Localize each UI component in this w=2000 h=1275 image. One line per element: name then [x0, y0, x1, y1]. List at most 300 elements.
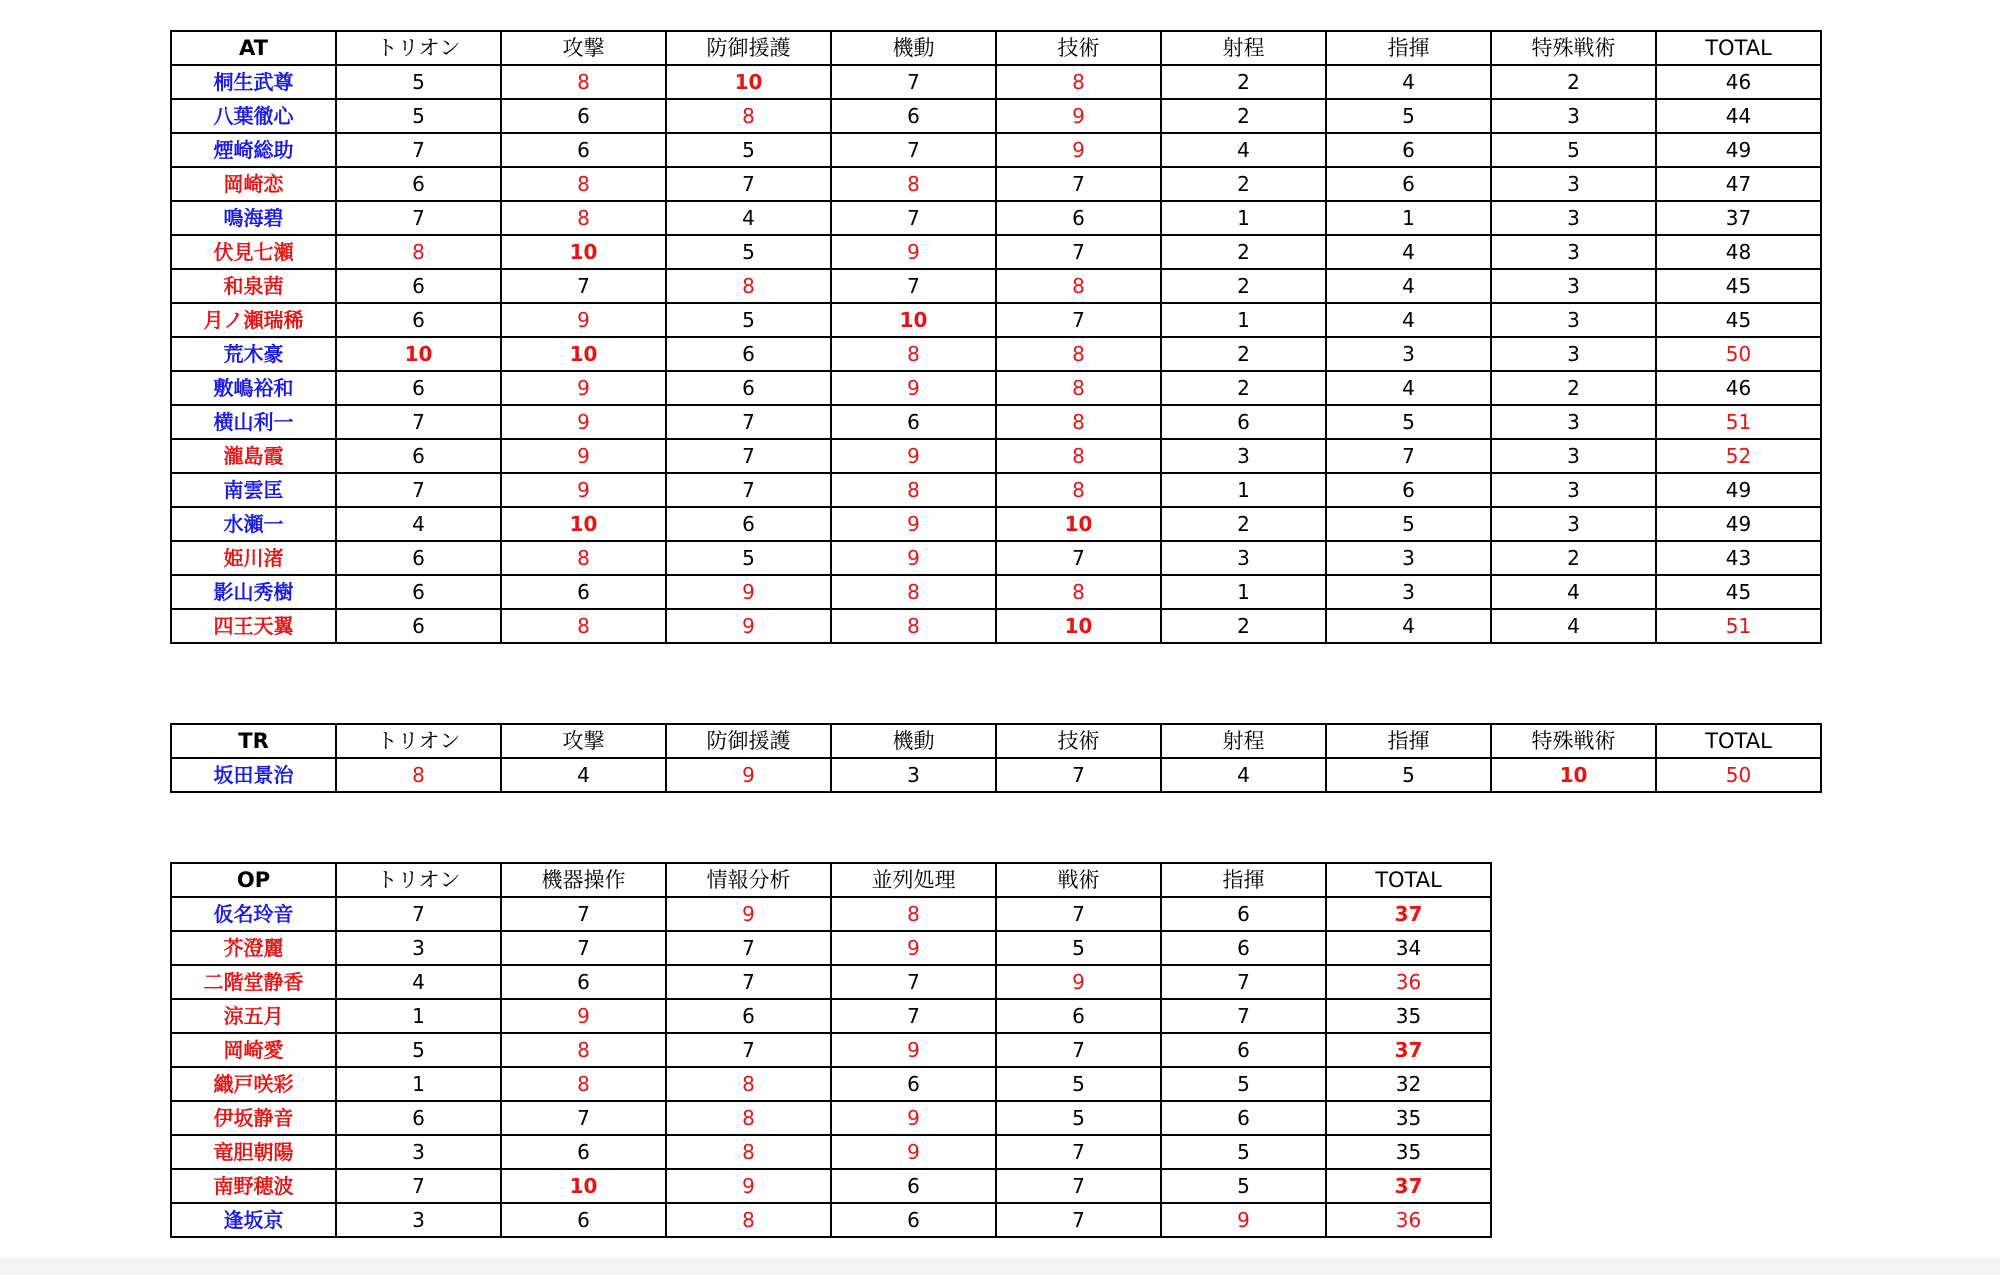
total-cell: 49 — [1656, 133, 1821, 167]
total-cell: 48 — [1656, 235, 1821, 269]
bottom-strip — [0, 1258, 2000, 1275]
stat-cell: 5 — [1161, 1169, 1326, 1203]
table-row — [171, 575, 1821, 609]
at-header-cell: 攻撃 — [501, 31, 666, 65]
total-cell: 36 — [1326, 1203, 1491, 1237]
stat-cell: 9 — [501, 999, 666, 1033]
at-header-cell: トリオン — [336, 31, 501, 65]
stat-cell: 8 — [831, 473, 996, 507]
op-stats-table — [170, 862, 1492, 1238]
total-cell: 35 — [1326, 999, 1491, 1033]
member-name: 敷嶋裕和 — [171, 371, 336, 405]
stat-cell: 7 — [501, 1101, 666, 1135]
stat-cell: 7 — [996, 1169, 1161, 1203]
stat-cell: 8 — [831, 167, 996, 201]
stat-cell: 4 — [1161, 133, 1326, 167]
stat-cell: 7 — [336, 1169, 501, 1203]
stat-cell: 9 — [501, 473, 666, 507]
stat-cell: 5 — [996, 931, 1161, 965]
stat-cell: 10 — [831, 303, 996, 337]
table-row — [171, 1033, 1491, 1067]
stat-cell: 7 — [666, 167, 831, 201]
stat-cell: 10 — [996, 609, 1161, 643]
stat-cell: 5 — [1161, 1067, 1326, 1101]
stat-cell: 3 — [1491, 473, 1656, 507]
stat-cell: 9 — [831, 439, 996, 473]
table-row — [171, 931, 1491, 965]
stat-cell: 5 — [336, 99, 501, 133]
stat-cell: 10 — [336, 337, 501, 371]
table-row — [171, 609, 1821, 643]
op-header-cell: 戦術 — [996, 863, 1161, 897]
stat-cell: 8 — [996, 405, 1161, 439]
total-cell: 44 — [1656, 99, 1821, 133]
stat-cell: 8 — [996, 337, 1161, 371]
stat-cell: 9 — [501, 303, 666, 337]
total-cell: 35 — [1326, 1101, 1491, 1135]
stat-cell: 6 — [336, 167, 501, 201]
stat-cell: 8 — [831, 897, 996, 931]
member-name: 岡崎愛 — [171, 1033, 336, 1067]
stat-cell: 6 — [336, 371, 501, 405]
member-name: 逢坂京 — [171, 1203, 336, 1237]
stat-cell: 8 — [996, 371, 1161, 405]
stat-cell: 5 — [336, 65, 501, 99]
stat-cell: 6 — [666, 337, 831, 371]
stat-cell: 2 — [1491, 65, 1656, 99]
stat-cell: 1 — [1326, 201, 1491, 235]
total-cell: 47 — [1656, 167, 1821, 201]
stat-cell: 6 — [666, 507, 831, 541]
total-cell: 46 — [1656, 371, 1821, 405]
stat-cell: 8 — [501, 541, 666, 575]
stat-cell: 8 — [501, 1067, 666, 1101]
member-name: 八葉徹心 — [171, 99, 336, 133]
stat-cell: 4 — [1161, 758, 1326, 792]
table-row — [171, 1203, 1491, 1237]
stat-cell: 6 — [336, 575, 501, 609]
stat-cell: 5 — [1326, 405, 1491, 439]
stat-cell: 5 — [1491, 133, 1656, 167]
member-name: 影山秀樹 — [171, 575, 336, 609]
stat-cell: 7 — [336, 897, 501, 931]
stat-cell: 3 — [1491, 235, 1656, 269]
stat-cell: 9 — [831, 1101, 996, 1135]
stat-cell: 7 — [501, 269, 666, 303]
op-header-cell: トリオン — [336, 863, 501, 897]
stat-cell: 7 — [336, 201, 501, 235]
stat-cell: 7 — [996, 1033, 1161, 1067]
stat-cell: 4 — [1491, 609, 1656, 643]
table-row — [171, 371, 1821, 405]
stat-cell: 2 — [1161, 65, 1326, 99]
at-header-row — [171, 31, 1821, 65]
total-cell: 37 — [1326, 1033, 1491, 1067]
stat-cell: 2 — [1491, 371, 1656, 405]
stat-cell: 5 — [666, 541, 831, 575]
stat-cell: 9 — [831, 1033, 996, 1067]
stat-cell: 2 — [1491, 541, 1656, 575]
stat-cell: 4 — [1326, 303, 1491, 337]
op-header-cell: OP — [171, 863, 336, 897]
table-row — [171, 439, 1821, 473]
stat-cell: 2 — [1161, 235, 1326, 269]
stat-cell: 6 — [1161, 1101, 1326, 1135]
stat-cell: 8 — [501, 609, 666, 643]
stat-cell: 7 — [666, 439, 831, 473]
member-name: 四王天翼 — [171, 609, 336, 643]
stat-cell: 7 — [831, 133, 996, 167]
stat-cell: 6 — [831, 99, 996, 133]
at-header-cell: TOTAL — [1656, 31, 1821, 65]
stat-cell: 7 — [996, 897, 1161, 931]
stat-cell: 6 — [1161, 931, 1326, 965]
stat-cell: 4 — [666, 201, 831, 235]
stat-cell: 9 — [831, 931, 996, 965]
stat-cell: 8 — [831, 337, 996, 371]
stat-cell: 7 — [996, 167, 1161, 201]
stat-cell: 9 — [666, 1169, 831, 1203]
stat-cell: 6 — [1326, 133, 1491, 167]
stat-cell: 6 — [1326, 473, 1491, 507]
total-cell: 52 — [1656, 439, 1821, 473]
stat-cell: 9 — [996, 99, 1161, 133]
at-header-cell: 機動 — [831, 31, 996, 65]
stat-cell: 7 — [996, 235, 1161, 269]
tr-header-cell: 機動 — [831, 724, 996, 758]
stat-cell: 8 — [501, 201, 666, 235]
stat-cell: 6 — [336, 303, 501, 337]
stat-cell: 1 — [1161, 575, 1326, 609]
stat-cell: 4 — [1326, 371, 1491, 405]
op-header-cell: 指揮 — [1161, 863, 1326, 897]
table-row — [171, 65, 1821, 99]
total-cell: 37 — [1326, 897, 1491, 931]
at-header-cell: 防御援護 — [666, 31, 831, 65]
stat-cell: 4 — [336, 507, 501, 541]
member-name: 水瀬一 — [171, 507, 336, 541]
stat-cell: 8 — [996, 473, 1161, 507]
stat-cell: 2 — [1161, 507, 1326, 541]
stat-cell: 10 — [666, 65, 831, 99]
stat-cell: 9 — [501, 371, 666, 405]
total-cell: 45 — [1656, 575, 1821, 609]
stat-cell: 3 — [1491, 269, 1656, 303]
stat-cell: 3 — [1491, 303, 1656, 337]
tr-header-cell: 指揮 — [1326, 724, 1491, 758]
stat-cell: 3 — [1491, 99, 1656, 133]
stat-cell: 2 — [1161, 269, 1326, 303]
stat-cell: 2 — [1161, 371, 1326, 405]
stat-cell: 5 — [666, 133, 831, 167]
tr-header-cell: 特殊戦術 — [1491, 724, 1656, 758]
total-cell: 49 — [1656, 473, 1821, 507]
stat-cell: 3 — [1491, 405, 1656, 439]
at-header-cell: 射程 — [1161, 31, 1326, 65]
member-name: 伊坂静音 — [171, 1101, 336, 1135]
member-name: 煙崎総助 — [171, 133, 336, 167]
stat-cell: 6 — [336, 269, 501, 303]
stat-cell: 8 — [501, 1033, 666, 1067]
stat-cell: 8 — [501, 65, 666, 99]
stat-cell: 7 — [831, 65, 996, 99]
stat-cell: 8 — [501, 167, 666, 201]
stat-cell: 3 — [1491, 201, 1656, 235]
total-cell: 51 — [1656, 609, 1821, 643]
at-header-cell: 特殊戦術 — [1491, 31, 1656, 65]
stat-cell: 9 — [831, 541, 996, 575]
table-row — [171, 303, 1821, 337]
tr-header-cell: 攻撃 — [501, 724, 666, 758]
stat-cell: 3 — [1326, 575, 1491, 609]
tr-header-cell: 射程 — [1161, 724, 1326, 758]
stat-cell: 8 — [666, 1135, 831, 1169]
stat-cell: 8 — [666, 1101, 831, 1135]
stat-cell: 2 — [1161, 337, 1326, 371]
total-cell: 37 — [1656, 201, 1821, 235]
stat-cell: 5 — [1326, 758, 1491, 792]
total-cell: 43 — [1656, 541, 1821, 575]
total-cell: 36 — [1326, 965, 1491, 999]
stat-cell: 6 — [336, 609, 501, 643]
stat-cell: 8 — [831, 575, 996, 609]
stat-cell: 6 — [501, 1135, 666, 1169]
stat-cell: 8 — [831, 609, 996, 643]
stat-cell: 9 — [831, 371, 996, 405]
stat-cell: 5 — [666, 235, 831, 269]
table-row — [171, 167, 1821, 201]
stat-cell: 1 — [336, 999, 501, 1033]
stat-cell: 7 — [501, 897, 666, 931]
table-row — [171, 235, 1821, 269]
member-name: 和泉茜 — [171, 269, 336, 303]
tr-header-cell: トリオン — [336, 724, 501, 758]
stat-cell: 3 — [1161, 541, 1326, 575]
stat-cell: 6 — [666, 999, 831, 1033]
at-header-cell: 指揮 — [1326, 31, 1491, 65]
member-name: 二階堂静香 — [171, 965, 336, 999]
stat-cell: 1 — [1161, 473, 1326, 507]
total-cell: 50 — [1656, 758, 1821, 792]
total-cell: 34 — [1326, 931, 1491, 965]
stat-cell: 6 — [501, 99, 666, 133]
stat-cell: 3 — [1491, 167, 1656, 201]
stat-cell: 8 — [996, 269, 1161, 303]
stat-cell: 7 — [336, 133, 501, 167]
stat-cell: 7 — [1161, 999, 1326, 1033]
stat-cell: 7 — [996, 1203, 1161, 1237]
table-row — [171, 473, 1821, 507]
stat-cell: 5 — [1326, 507, 1491, 541]
tr-header-row — [171, 724, 1821, 758]
stat-cell: 6 — [831, 1203, 996, 1237]
stat-cell: 5 — [1326, 99, 1491, 133]
stat-cell: 5 — [1161, 1135, 1326, 1169]
stat-cell: 6 — [831, 1169, 996, 1203]
table-row — [171, 999, 1491, 1033]
stat-cell: 10 — [501, 507, 666, 541]
stat-cell: 8 — [666, 269, 831, 303]
stat-cell: 9 — [831, 235, 996, 269]
stat-cell: 2 — [1161, 99, 1326, 133]
total-cell: 46 — [1656, 65, 1821, 99]
stat-cell: 7 — [996, 758, 1161, 792]
at-header-cell: AT — [171, 31, 336, 65]
stat-cell: 4 — [336, 965, 501, 999]
stat-cell: 9 — [501, 439, 666, 473]
total-cell: 51 — [1656, 405, 1821, 439]
total-cell: 49 — [1656, 507, 1821, 541]
stat-cell: 8 — [996, 65, 1161, 99]
stat-cell: 1 — [1161, 303, 1326, 337]
stat-cell: 5 — [996, 1067, 1161, 1101]
stat-cell: 7 — [666, 1033, 831, 1067]
stat-cell: 7 — [666, 931, 831, 965]
stat-cell: 7 — [336, 405, 501, 439]
member-name: 涼五月 — [171, 999, 336, 1033]
stat-cell: 7 — [666, 473, 831, 507]
member-name: 月ノ瀬瑞稀 — [171, 303, 336, 337]
table-row — [171, 405, 1821, 439]
stat-cell: 6 — [501, 1203, 666, 1237]
stat-cell: 7 — [336, 473, 501, 507]
member-name: 竜胆朝陽 — [171, 1135, 336, 1169]
total-cell: 45 — [1656, 303, 1821, 337]
stat-cell: 6 — [1161, 405, 1326, 439]
stat-cell: 1 — [336, 1067, 501, 1101]
stat-cell: 5 — [996, 1101, 1161, 1135]
stat-cell: 7 — [501, 931, 666, 965]
table-row — [171, 541, 1821, 575]
total-cell: 37 — [1326, 1169, 1491, 1203]
tr-header-cell: TOTAL — [1656, 724, 1821, 758]
stat-cell: 7 — [831, 999, 996, 1033]
table-row — [171, 99, 1821, 133]
table-row — [171, 1135, 1491, 1169]
stat-cell: 6 — [501, 133, 666, 167]
stat-cell: 2 — [1161, 609, 1326, 643]
stat-cell: 9 — [1161, 1203, 1326, 1237]
member-name: 瀧島霞 — [171, 439, 336, 473]
stat-cell: 9 — [831, 507, 996, 541]
stat-cell: 9 — [666, 897, 831, 931]
stat-cell: 9 — [666, 758, 831, 792]
stat-cell: 3 — [1326, 541, 1491, 575]
tr-header-cell: TR — [171, 724, 336, 758]
member-name: 南野穂波 — [171, 1169, 336, 1203]
stat-cell: 4 — [1326, 609, 1491, 643]
stat-cell: 6 — [501, 965, 666, 999]
table-row — [171, 201, 1821, 235]
total-cell: 35 — [1326, 1135, 1491, 1169]
stat-cell: 3 — [1491, 337, 1656, 371]
stat-cell: 5 — [336, 1033, 501, 1067]
stat-cell: 6 — [336, 439, 501, 473]
table-row — [171, 1101, 1491, 1135]
stat-cell: 4 — [1326, 65, 1491, 99]
stat-cell: 7 — [1326, 439, 1491, 473]
stat-cell: 8 — [336, 235, 501, 269]
tr-header-cell: 技術 — [996, 724, 1161, 758]
stat-cell: 5 — [666, 303, 831, 337]
stat-cell: 3 — [336, 931, 501, 965]
stat-cell: 4 — [1326, 269, 1491, 303]
stat-cell: 6 — [1326, 167, 1491, 201]
stat-cell: 3 — [1491, 439, 1656, 473]
stat-cell: 9 — [996, 965, 1161, 999]
stat-cell: 3 — [336, 1203, 501, 1237]
table-row — [171, 965, 1491, 999]
stat-cell: 9 — [666, 575, 831, 609]
stat-cell: 6 — [831, 1067, 996, 1101]
stat-cell: 3 — [831, 758, 996, 792]
table-row — [171, 337, 1821, 371]
stat-cell: 7 — [831, 965, 996, 999]
op-header-cell: TOTAL — [1326, 863, 1491, 897]
total-cell: 50 — [1656, 337, 1821, 371]
member-name: 鳴海碧 — [171, 201, 336, 235]
stat-cell: 3 — [1326, 337, 1491, 371]
stat-cell: 9 — [501, 405, 666, 439]
table-row — [171, 269, 1821, 303]
stat-cell: 10 — [996, 507, 1161, 541]
stat-cell: 8 — [996, 439, 1161, 473]
stat-cell: 7 — [996, 541, 1161, 575]
tr-header-cell: 防御援護 — [666, 724, 831, 758]
member-name: 織戸咲彩 — [171, 1067, 336, 1101]
stat-cell: 7 — [996, 1135, 1161, 1169]
table-row — [171, 758, 1821, 792]
stat-cell: 8 — [336, 758, 501, 792]
stat-cell: 9 — [996, 133, 1161, 167]
member-name: 岡崎恋 — [171, 167, 336, 201]
member-name: 伏見七瀬 — [171, 235, 336, 269]
member-name: 仮名玲音 — [171, 897, 336, 931]
at-stats-table — [170, 30, 1822, 644]
stat-cell: 7 — [666, 965, 831, 999]
stat-cell: 8 — [996, 575, 1161, 609]
table-row — [171, 897, 1491, 931]
stat-cell: 6 — [1161, 1033, 1326, 1067]
stat-cell: 9 — [831, 1135, 996, 1169]
total-cell: 32 — [1326, 1067, 1491, 1101]
table-row — [171, 133, 1821, 167]
stat-cell: 6 — [501, 575, 666, 609]
stat-cell: 6 — [666, 371, 831, 405]
member-name: 姫川渚 — [171, 541, 336, 575]
stat-cell: 8 — [666, 99, 831, 133]
stat-cell: 6 — [996, 201, 1161, 235]
member-name: 芥澄麗 — [171, 931, 336, 965]
stat-cell: 1 — [1161, 201, 1326, 235]
stat-cell: 7 — [666, 405, 831, 439]
stat-cell: 6 — [831, 405, 996, 439]
tr-stats-table — [170, 723, 1822, 793]
stat-cell: 8 — [666, 1203, 831, 1237]
table-row — [171, 507, 1821, 541]
stat-cell: 3 — [1491, 507, 1656, 541]
stat-cell: 10 — [1491, 758, 1656, 792]
member-name: 桐生武尊 — [171, 65, 336, 99]
member-name: 南雲匡 — [171, 473, 336, 507]
stat-cell: 7 — [831, 201, 996, 235]
table-row — [171, 1169, 1491, 1203]
total-cell: 45 — [1656, 269, 1821, 303]
stat-cell: 6 — [336, 1101, 501, 1135]
stat-cell: 8 — [666, 1067, 831, 1101]
stat-cell: 10 — [501, 235, 666, 269]
stat-cell: 6 — [1161, 897, 1326, 931]
